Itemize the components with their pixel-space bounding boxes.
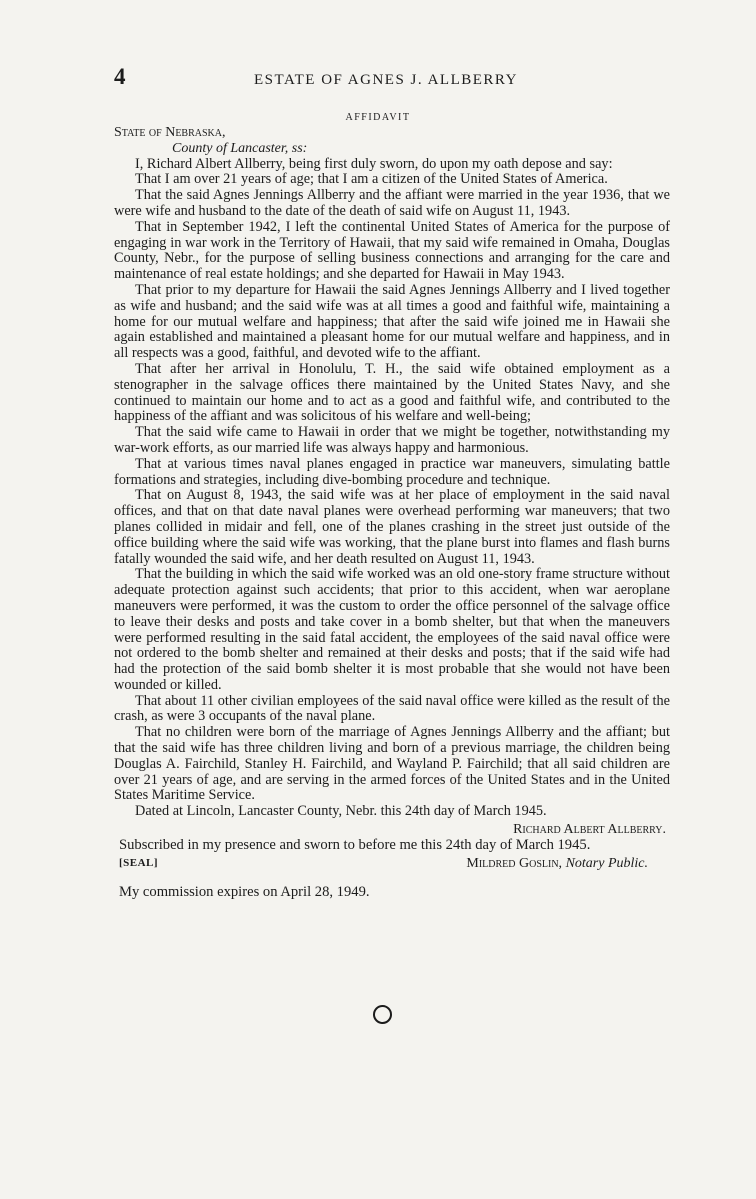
notary-name: Mildred Goslin, (466, 855, 563, 871)
paragraph: That prior to my departure for Hawaii the said Agnes Jennings Allberry and I lived together as wife and husband; and the said wife was at all times a good and faithful wife, maintaining a home for our mutual welfare and happiness; that after the said wife joined me in Hawaii she again established and maintained a pleasant home for our mutual welfare and happiness, and in all respects was a good, faithful, and devoted wife to the affiant. (114, 281, 670, 362)
notary-line (114, 856, 670, 875)
paragraph: That on August 8, 1943, the said wife was at her place of employment in the said naval offices, and that on that date naval planes were overhead performing war maneuvers; that two planes collided in midair and fell, one of the planes crashing in the street just outside of the office building where the said wife was working, that the plane burst into flames and flash burns fatally wounded the said wife, and her death resulted on August 11, 1943. (114, 487, 670, 567)
section-title: AFFIDAVIT (345, 112, 411, 123)
venue-state: State of Nebraska, (114, 125, 226, 140)
paragraph: That at various times naval planes engaged in practice war maneuvers, simulating battle formations and strategies, including dive-bombing procedure and technique. (114, 455, 670, 488)
page-number: 4 (114, 64, 126, 89)
affidavit-body (114, 125, 670, 900)
running-head: ESTATE OF AGNES J. ALLBERRY (254, 72, 518, 88)
commission-expiry: My commission expires on April 28, 1949. (119, 883, 370, 900)
jurat: Subscribed in my presence and sworn to before me this 24th day of March 1945. (119, 836, 591, 853)
paragraph: I, Richard Albert Allberry, being first duly sworn, do upon my oath depose and say: (135, 155, 613, 172)
affiant-signature: Richard Albert Allberry. (513, 822, 666, 838)
paragraph: That the said wife came to Hawaii in order that we might be together, notwithstanding my war-work efforts, as our married life was always happy and harmonious. (114, 424, 670, 456)
seal-label: [SEAL] (119, 856, 159, 869)
page-header (114, 64, 674, 94)
paragraph: That the building in which the said wife worked was an old one-story frame structure without adequate protection against such accidents; that prior to this accident, when war aeroplane maneuvers were performed, it was the custom to order the office personnel of the salvage office to leave their desks and posts and take cover in a bomb shelter, but that when the maneuvers were performed resulting in the said fatal accident, the employees of the said naval office were not ordered to the bomb shelter and remained at their desks and posts; that if the said wife had had the protection of the said bomb shelter it is most probable that she would not have been wounded or killed. (114, 566, 670, 693)
venue-county: County of Lancaster, ss: (172, 140, 308, 156)
paragraph: That the said Agnes Jennings Allberry and the affiant were married in the year 1936, that we were wife and husband to the date of the death of said wife on August 11, 1943. (114, 187, 670, 219)
paragraph: That I am over 21 years of age; that I am a citizen of the United States of America. (135, 171, 608, 188)
paragraph: That after her arrival in Honolulu, T. H., the said wife obtained employment as a stenographer in the salvage offices there maintained by the United States Navy, and she continued to maintain our home and to act as a good and faithful wife, and contributed to the happiness of the affiant and was solicitous of his welfare and well-being; (114, 360, 670, 425)
paragraph: That in September 1942, I left the continental United States of America for the purpose of engaging in war work in the Territory of Hawaii, that my said wife remained in Omaha, Douglas County, Nebr., for the purpose of selling business connections and arranging for the care and maintenance of real estate holdings; and she departed for Hawaii in May 1943. (114, 218, 670, 283)
notary-signature (466, 856, 648, 872)
dated-line: Dated at Lincoln, Lancaster County, Nebr. this 24th day of March 1945. (135, 803, 547, 820)
end-circle-mark (373, 1005, 392, 1024)
paragraph: That about 11 other civilian employees of the said naval office were killed as the result of the crash, as were 3 occupants of the naval plane. (114, 692, 670, 725)
paragraph: That no children were born of the marriage of Agnes Jennings Allberry and the affiant; but that the said wife has three children living and born of a previous marriage, the children being Douglas A. Fairchild, Stanley H. Fairchild, and Wayland P. Fairchild; that all said children are over 21 years of age, and are serving in the armed forces of the United States and in the United States Maritime Service. (114, 724, 670, 804)
notary-title: Notary Public. (565, 855, 648, 871)
